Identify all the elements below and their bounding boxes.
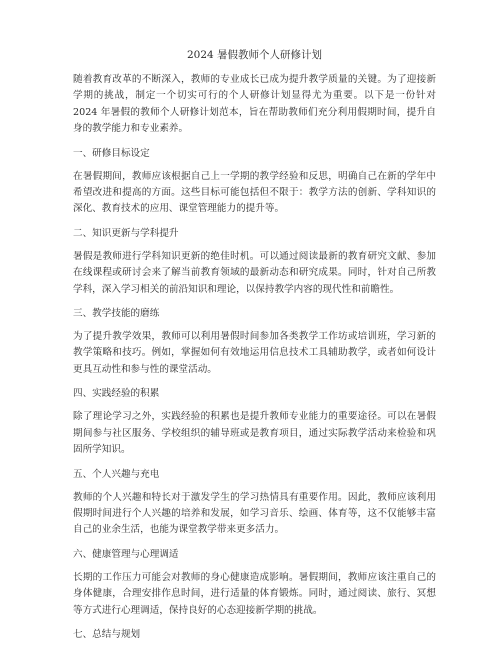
section-heading-1: 一、研修目标设定 <box>73 147 150 159</box>
document-title: 2024 暑假教师个人研修计划 <box>186 49 323 61</box>
section-body-3: 为了提升教学效果，教师可以利用暑假时间参加各类教学工作坊或培训班，学习新的教学策略和技巧。例如，掌握如何有效地运用信息技术工具辅助教学，或者如何设计更具互动性和参与性的课堂活动。 <box>73 331 436 375</box>
section-heading-5: 五、个人兴趣与充电 <box>73 468 160 480</box>
section-heading-6: 六、健康管理与心理调适 <box>73 548 179 560</box>
section-body-5: 教师的个人兴趣和特长对于激发学生的学习热情具有重要作用。因此，教师应该利用假期时间进行个人兴趣的培养和发展，如学习音乐、绘画、体育等，这不仅能够丰富自己的业余生活，也能为课堂教学带来更多活力。 <box>73 491 436 536</box>
section-body-1: 在暑假期间，教师应该根据自己上一学期的教学经验和反思，明确自己在新的学年中希望改进和提高的方面。这些目标可能包括但不限于：教学方法的创新、学科知识的深化、教育技术的应用、课堂管理能力的提升等。 <box>73 170 436 215</box>
section-body-4: 除了理论学习之外，实践经验的积累也是提升教师专业能力的重要途径。可以在暑假期间参与社区服务、学校组织的辅导班或是教育项目，通过实际教学活动来检验和巩固所学知识。 <box>73 411 436 456</box>
section-heading-3: 三、教学技能的磨练 <box>73 308 160 320</box>
intro-paragraph: 随着教育改革的不断深入，教师的专业成长已成为提升教学质量的关键。为了迎接新学期的挑战，制定一个切实可行的个人研修计划显得尤为重要。以下是一份针对 2024 年暑假的教师个人研修计划范本，旨在帮助教师们充分利用假期时间，提升自身的教学能力和专业素养。 <box>73 74 436 135</box>
section-heading-7: 七、总结与规划 <box>73 628 141 640</box>
section-heading-2: 二、知识更新与学科提升 <box>73 227 179 239</box>
section-body-6: 长期的工作压力可能会对教师的身心健康造成影响。暑假期间，教师应该注重自己的身体健康，合理安排作息时间，进行适量的体育锻炼。同时，通过阅读、旅行、冥想等方式进行心理调适，保持良好的心态迎接新学期的挑战。 <box>73 571 436 616</box>
section-body-2: 暑假是教师进行学科知识更新的绝佳时机。可以通过阅读最新的教育研究文献、参加在线课程或研讨会来了解当前教育领域的最新动态和研究成果。同时，针对自己所教学科，深入学习相关的前沿知识和理论，以保持教学内容的现代性和前瞻性。 <box>73 250 436 295</box>
section-heading-4: 四、实践经验的积累 <box>73 388 160 400</box>
